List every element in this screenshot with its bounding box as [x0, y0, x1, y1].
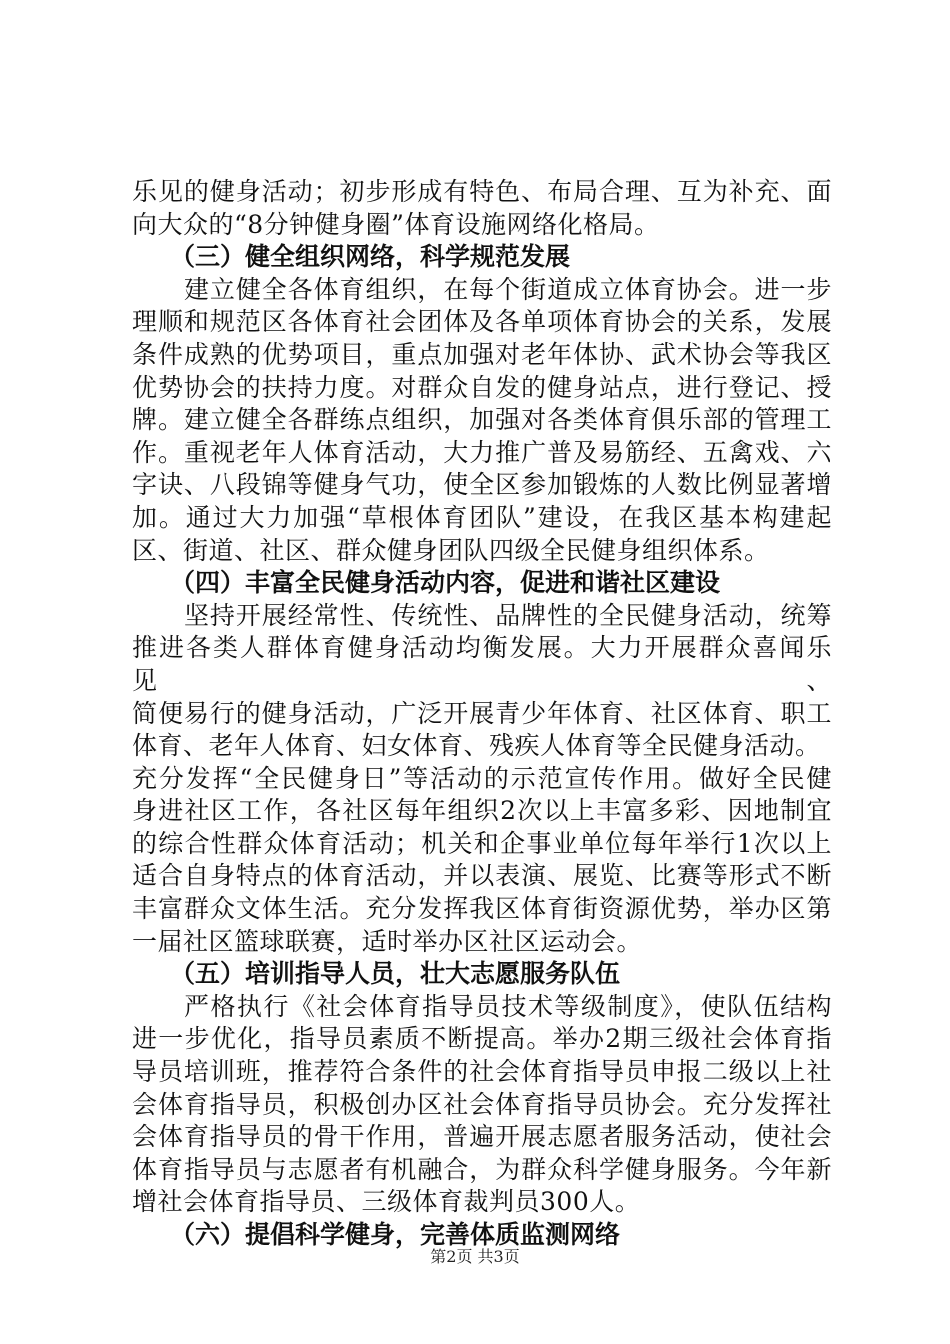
text-line: 建立健全各体育组织，在每个街道成立体育协会。进一步: [184, 274, 832, 304]
page-footer: 第2页 共3页: [430, 1247, 520, 1266]
text-line: 加。通过大力加强“草根体育团队”建设，在我区基本构建起: [132, 502, 832, 532]
text-line: 牌。建立健全各群练点组织，加强对各类体育俱乐部的管理工: [132, 405, 832, 435]
text-line: 字诀、八段锦等健身气功，使全区参加锻炼的人数比例显著增: [132, 470, 832, 500]
text-line: 一届社区篮球联赛，适时举办区社区运动会。: [132, 926, 643, 956]
text-line: 增社会体育指导员、三级体育裁判员300人。: [132, 1187, 641, 1217]
text-line: 导员培训班，推荐符合条件的社会体育指导员申报二级以上社: [132, 1057, 832, 1087]
text-line: 理顺和规范区各体育社会团体及各单项体育协会的关系，发展: [132, 307, 832, 337]
text-line: 进一步优化，指导员素质不断提高。举办2期三级社会体育指: [132, 1024, 832, 1054]
text-line: 的综合性群众体育活动；机关和企事业单位每年举行1次以上: [132, 828, 832, 858]
text-line: 乐见的健身活动；初步形成有特色、布局合理、互为补充、面: [132, 177, 832, 206]
text-line: 向大众的“8分钟健身圈”体育设施网络化格局。: [132, 209, 660, 239]
text-line: 体育、老年人体育、妇女体育、残疾人体育等全民健身活动。: [132, 731, 821, 761]
text-line: 严格执行《社会体育指导员技术等级制度》，使队伍结构: [184, 991, 832, 1021]
text-line: 会体育指导员的骨干作用，普遍开展志愿者服务活动，使社会: [132, 1122, 832, 1152]
text-line: 会体育指导员，积极创办区社会体育指导员协会。充分发挥社: [132, 1089, 832, 1119]
text-line: 简便易行的健身活动，广泛开展青少年体育、社区体育、职工: [132, 698, 832, 728]
text-line: 优势协会的扶持力度。对群众自发的健身站点，进行登记、授: [132, 372, 832, 402]
text-line: 体育指导员与志愿者有机融合，为群众科学健身服务。今年新: [132, 1154, 832, 1184]
text-line: 身进社区工作，各社区每年组织2次以上丰富多彩、因地制宜: [132, 796, 832, 826]
text-line: 作。重视老年人体育活动，大力推广普及易筋经、五禽戏、六: [132, 437, 832, 467]
section-heading-5: （五）培训指导人员，壮大志愿服务队伍: [170, 959, 621, 989]
text-line: 丰富群众文体生活。充分发挥我区体育街资源优势，举办区第: [132, 894, 832, 924]
text-line: 充分发挥“全民健身日”等活动的示范宣传作用。做好全民健: [132, 763, 832, 793]
section-heading-3: （三）健全组织网络，科学规范发展: [170, 242, 571, 272]
section-heading-4: （四）丰富全民健身活动内容，促进和谐社区建设: [170, 568, 721, 598]
text-line: 坚持开展经常性、传统性、品牌性的全民健身活动，统筹: [184, 600, 832, 630]
body-text: [132, 176, 832, 1252]
text-line: 条件成熟的优势项目，重点加强对老年体协、武术协会等我区: [132, 339, 832, 369]
text-line: 适合自身特点的体育活动，并以表演、展览、比赛等形式不断: [132, 861, 832, 891]
section-heading-6: （六）提倡科学健身，完善体质监测网络: [170, 1220, 621, 1249]
text-line: 区、街道、社区、群众健身团队四级全民健身组织体系。: [132, 535, 770, 565]
text-line: 推进各类人群体育健身活动均衡发展。大力开展群众喜闻乐见、: [132, 633, 832, 695]
